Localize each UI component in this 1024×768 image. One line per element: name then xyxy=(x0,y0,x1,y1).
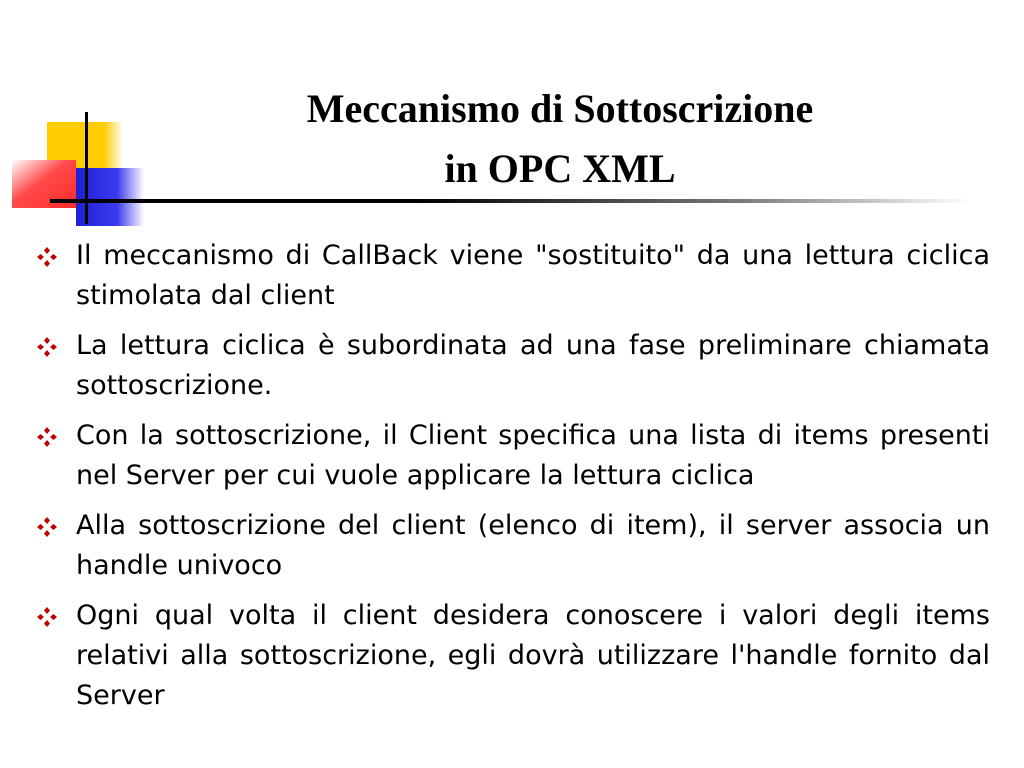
bullet-item xyxy=(36,326,990,406)
diamond-bullet-icon xyxy=(36,336,58,358)
diamond-bullet-icon xyxy=(36,516,58,538)
bullet-text: Alla sottoscrizione del client (elenco di item), il server associa un handle univoco xyxy=(76,510,990,581)
bullet-item xyxy=(36,236,990,316)
bullet-text: La lettura ciclica è subordinata ad una fase preliminare chiamata sottoscrizione. xyxy=(76,330,990,401)
slide-title-line-1: Meccanismo di Sottoscrizione xyxy=(306,86,814,131)
bullet-text: Con la sottoscrizione, il Client specifica una lista di items presenti nel Server per cui vuole applicare la lettura ciclica xyxy=(76,420,990,491)
bullet-item xyxy=(36,596,990,716)
slide-title-line-2: in OPC XML xyxy=(444,146,676,191)
bullet-text: Ogni qual volta il client desidera conoscere i valori degli items relativi alla sottoscrizione, egli dovrà utilizzare l'handle fornito dal Server xyxy=(76,600,990,711)
bullet-item xyxy=(36,506,990,586)
bullet-list xyxy=(36,236,990,726)
diamond-bullet-icon xyxy=(36,606,58,628)
bullet-item xyxy=(36,416,990,496)
diamond-bullet-icon xyxy=(36,426,58,448)
bullet-text: Il meccanismo di CallBack viene "sostituito" da una lettura ciclica stimolata dal client xyxy=(76,240,990,311)
title-underline xyxy=(50,199,970,203)
logo-vertical-line xyxy=(85,112,88,224)
decorative-logo-icon xyxy=(0,0,150,240)
slide-title xyxy=(150,86,970,192)
diamond-bullet-icon xyxy=(36,246,58,268)
